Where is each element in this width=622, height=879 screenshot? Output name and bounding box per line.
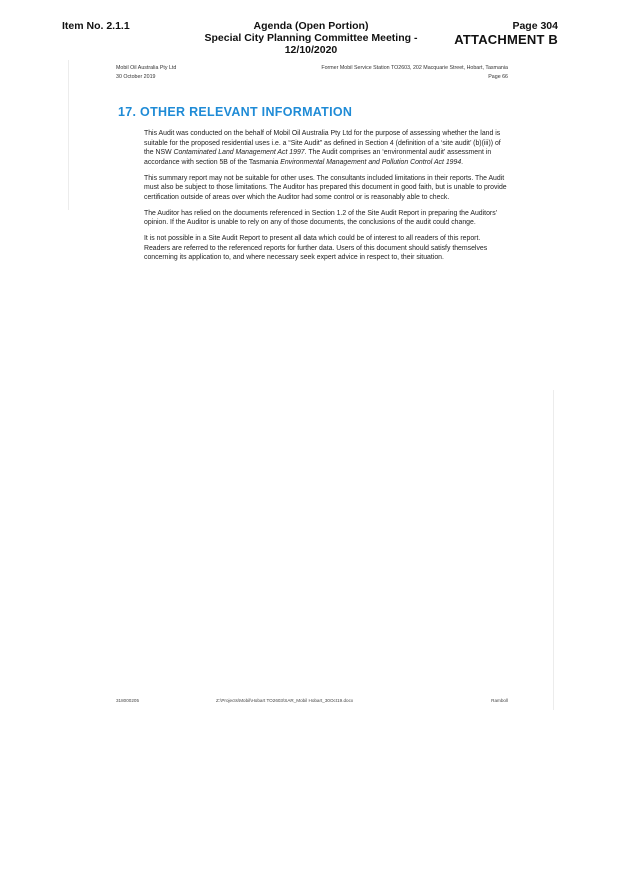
agenda-header <box>0 16 622 56</box>
attachment-label: ATTACHMENT B <box>454 32 558 47</box>
agenda-title: Agenda (Open Portion) <box>253 20 369 32</box>
section-heading: 17. OTHER RELEVANT INFORMATION <box>118 105 353 119</box>
document-company: Mobil Oil Australia Pty Ltd <box>116 65 177 71</box>
paragraph-3: The Auditor has relied on the documents referenced in Section 1.2 of the Site Audit Report in preparing the Auditors’ opinion. If the Auditor is unable to rely on any of those documents, the conclusions of the audit could change. <box>144 209 497 227</box>
paragraph-1-text-c: . <box>461 158 464 166</box>
document-header-right <box>321 64 508 82</box>
act-title-nsw: Contaminated Land Management Act 1997 <box>173 149 305 157</box>
document-site: Former Mobil Service Station TO2603, 202 Macquarie Street, Hobart, Tasmania <box>321 65 508 71</box>
paragraph-1-text-a: This Audit was conducted on the behalf of Mobil Oil Australia Pty Ltd for the purpose of assessing whether the land is suitable for the proposed residential uses i.e. a “Site Audit” as defined in Section 4 (definition of a ‘site audit’ (b)(iii)) of the NSW <box>144 130 501 157</box>
scan-edge-right <box>553 390 554 710</box>
document-header-left <box>116 64 176 82</box>
page-number: Page 304 <box>512 20 558 32</box>
paragraph-1-text-b: . The Audit comprises an ‘environmental audit’ assessment in accordance with section 5B of the Tasmania <box>144 149 492 166</box>
item-number: Item No. 2.1.1 <box>62 20 130 32</box>
scanned-document-page <box>68 58 554 708</box>
document-page-number: Page 66 <box>488 74 508 80</box>
page-info-block <box>454 20 558 47</box>
job-number: 318000205 <box>116 698 139 703</box>
file-path: Z:\Projects\Mobil\Hobart TO2603\SAR_Mobil Hobart_30Oct19.docx <box>216 698 354 703</box>
paragraph-1 <box>144 129 508 167</box>
agenda-title-block <box>180 20 442 56</box>
footer-company: Ramboll <box>491 698 508 703</box>
paragraph-4: It is not possible in a Site Audit Report to present all data which could be of interest to all readers of this report. Readers are referred to the referenced reports for further data. Users of this document should satisfy themselves concerning its application to, and where necessary seek expert advice in respect to, their situation. <box>144 234 488 262</box>
scan-edge-left <box>68 60 69 210</box>
act-title-tasmania: Environmental Management and Pollution Control Act 1994 <box>280 158 462 166</box>
document-date: 30 October 2019 <box>116 74 156 80</box>
section-body <box>144 129 508 269</box>
meeting-name: Special City Planning Committee Meeting - 12/10/2020 <box>204 32 418 56</box>
paragraph-2: This summary report may not be suitable for other uses. The consultants included limitations in their reports. The Audit must also be subject to those limitations. The Auditor has prepared this document in good faith, but is unable to provide certification outside of areas over which the Auditor had some control or is reasonably able to check. <box>144 174 507 201</box>
